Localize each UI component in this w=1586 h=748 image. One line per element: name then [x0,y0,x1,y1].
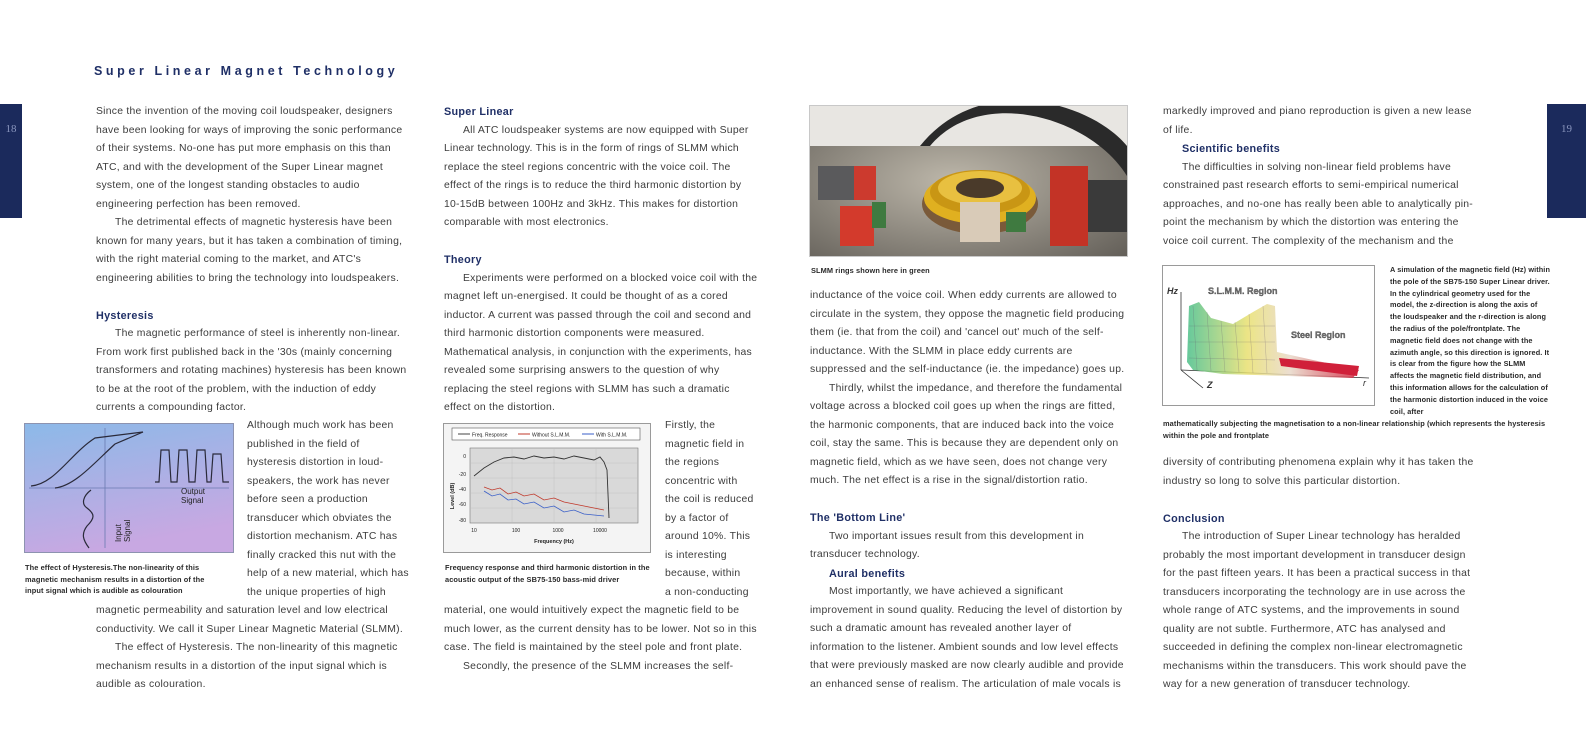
y-axis-label: Level (dB) [450,482,456,510]
paragraph: markedly improved and piano reproduction is given a new lease of life. [1163,106,1472,136]
wrap-line: magnetic field in [665,438,745,450]
page-title: Super Linear Magnet Technology [94,64,399,78]
paragraph: Most importantly, we have achieved a significant improvement in sound quality. Reducing the level of distortion by such a dramatic amount has revealed another layer of information to the listener. Ambient sounds and low level effects that were previously masked are now clearly audible and provide an enhanced sense of realism. The articulation of male vocals is [810,586,1124,690]
y-tick: -20 [458,472,466,478]
column-4-bottom [1163,454,1481,695]
paragraph: Secondly, the presence of the SLMM increases the self- [463,660,734,672]
steel-region-label: Steel Region [1291,330,1346,340]
column-3-body [810,287,1128,694]
wrap-line: because, within [665,568,741,579]
y-tick: -40 [458,487,466,493]
speaker-cutaway-illustration [810,106,1127,256]
legend-without: Without S.L.M.M. [532,432,571,439]
paragraph: magnetic permeability and saturation level and low electrical conductivity. We call it Super Linear Magnetic Material (SLMM). [96,605,403,635]
column-2-bottom [444,602,758,676]
x-axis-label: Frequency (Hz) [534,539,574,545]
heading-theory: Theory [444,254,482,266]
wrap-line: finally cracked this nut with the [247,549,397,561]
output-signal-label-1: Output [181,487,206,496]
heading-scientific-benefits: Scientific benefits [1182,143,1281,155]
wrap-line: transducer which obviates the [247,512,392,524]
paragraph: Thirdly, whilst the impedance, and therefore the fundamental voltage across a blocked coil goes up when the rings are fitted, the harmonic components, that are induced back into the voice coil, stay the same. This is because they are dependent only on magnetic field, which as we have seen, does not change very much. The net effect is a rise in the signal/distortion ratio. [810,382,1123,486]
paragraph: The magnetic performance of steel is inherently non-linear. From work first published back in the '30s (mainly concerning transformers and rotating machines) hysteresis has been known to be at the root of the problem, with the induction of eddy currents a compounding factor. [96,328,407,413]
paragraph: diversity of contributing phenomena explain why it has taken the industry so long to solve this particular distortion. [1163,457,1474,487]
hz-axis-label: Hz [1167,286,1178,296]
wrap-line: published in the field of [247,438,360,450]
heading-super-linear: Super Linear [444,106,514,118]
y-tick: -80 [458,518,466,524]
wrap-line: before seen a production [247,494,368,505]
wrap-line: is interesting [665,549,727,561]
hysteresis-caption: The effect of Hysteresis.The non-linearity of this magnetic mechanism results in a distortion of the input signal which is audible as colouration [25,563,205,595]
column-1-bottom [96,602,410,695]
column-1-top [96,103,408,418]
page-number-left: 18 [5,123,17,135]
paragraph: The effect of Hysteresis. The non-linearity of this magnetic mechanism results in a distortion of the input signal which is audible as colouration. [96,642,398,690]
paragraph: The introduction of Super Linear technology has heralded probably the most important development in transducer design for the past fifteen years. It has been a practical success in that transducers incorporating the technology are in use across the whole range of ATC systems, and the improvements in sound quality are not subtle. Furthermore, ATC has analysed and succeeded in defining the complex non-linear electromagnetic mechanisms within the transducers. This work should pave the way for a new generation of transducer technology. [1163,531,1471,690]
frequency-response-figure [443,423,651,553]
magnetic-field-plot [1163,266,1374,405]
hysteresis-figure [24,423,234,553]
paragraph: material, one would intuitively expect the magnetic field to be much lower, as the current density has to be lower. Not so in this case. The field is maintained by the steel pole and front plate. [444,605,757,653]
legend-freq: Freq. Response [472,432,508,439]
column-2-wrap [665,417,765,602]
wrap-line: the coil is reduced [665,494,754,505]
paragraph: Two important issues result from this development in transducer technology. [810,530,1084,560]
legend-with: With S.L.M.M. [596,432,628,439]
x-tick: 1000 [552,528,564,534]
column-4-top [1163,103,1481,251]
hysteresis-diagram [25,424,233,552]
photo-caption: SLMM rings shown here in green [811,266,930,275]
wrap-line: Although much work has been [247,420,394,431]
wrap-line: the unique properties of high [247,586,386,598]
y-tick: 0 [463,454,466,460]
wrap-line: distortion mechanism. ATC has [247,531,398,542]
heading-hysteresis: Hysteresis [96,309,154,322]
column-1-wrap [247,417,417,602]
paragraph: Since the invention of the moving coil loudspeaker, designers have been looking for ways of improving the sonic performance of their systems. No-one has put more emphasis on this than ATC, and with the development of the Super Linear magnet system, one of the longest standing obstacles to audio engineering perfection has been removed. [96,106,403,210]
y-tick: -60 [458,502,466,508]
paragraph: inductance of the voice coil. When eddy currents are allowed to circulate in the system, they oppose the magnetic field producing them (ie. that from the coil) and 'cancel out' much of the self-inductance. With the SLMM in place eddy currents are suppressed and the self-inductance (ie. the impedance) goes up. [810,290,1125,375]
heading-conclusion: Conclusion [1163,512,1225,525]
page-number-tab-left [0,104,22,218]
output-signal-label-2: Signal [181,496,204,505]
wrap-line: Firstly, the [665,420,716,431]
heading-bottom-line: The 'Bottom Line' [810,512,906,524]
slmm-rings-photo [809,105,1128,257]
x-tick: 100 [511,528,521,534]
wrap-line: speakers, the work has never [247,475,390,487]
simulation-side-caption: A simulation of the magnetic field (Hz) within the pole of the SB75-150 Super Linear driver. In the cylindrical geometry used for the model, the z-direction is along the axis of the loudspeaker and the r-direction is along the radius of the pole/frontplate. The magnetic field does not change with the azimuth angle, so this direction is ignored. It is clear from the figure how the SLMM affects the magnetic field distribution, and this information allows for the calculation of the harmonic distortion induced in the voice coil, after [1390,265,1550,416]
wrap-line: a non-conducting [665,586,749,598]
x-tick: 10000 [593,528,607,534]
paragraph: All ATC loudspeaker systems are now equipped with Super Linear technology. This is in the form of rings of SLMM which replace the steel regions concentric with the voice coil. The effect of the rings is to reduce the third harmonic distortion by 10-15dB between 100Hz and 3kHz. This makes for distortion comparable with most electronics. [444,124,749,228]
wrap-line: concentric with [665,475,738,487]
slmm-region-label: S.L.M.M. Region [1208,286,1278,296]
input-signal-label-1: Input [114,524,123,542]
wrap-line: hysteresis distortion in loud- [247,457,384,468]
page-number-tab-right [1547,104,1586,218]
x-tick: 10 [471,528,477,534]
simulation-bottom-caption: mathematically subjecting the magnetisation to a non-linear relationship (which represents the hysteresis within the pole and frontplate [1163,419,1546,440]
paragraph: The detrimental effects of magnetic hysteresis have been known for many years, but it has taken a combination of timing, with the right material coming to the market, and ATC's engineering abilities to bring the technology into loudspeakers. [96,217,403,284]
column-2-top [444,103,758,418]
paragraph: The difficulties in solving non-linear field problems have constrained past research efforts to semi-empirical numerical approaches, and no-one has really been able to analytically pin-point the mechanism by which the distortion was entering the voice coil current. The complexity of the mechanism and the [1163,161,1474,247]
z-axis-label: Z [1207,380,1213,390]
wrap-line: the regions [665,457,720,468]
paragraph: Experiments were performed on a blocked voice coil with the magnet left un-energised. It could be thought of as a cored inductor. A current was passed through the coil and second and third harmonic distortion components were measured. Mathematical analysis, in conjunction with the experiments, has revealed some surprising answers to the question of why replacing the steel regions with SLMM has such a dramatic effect on the distortion. [444,272,758,413]
r-axis-label: r [1363,378,1366,388]
page-number-right: 19 [1561,123,1572,135]
frequency-response-chart [444,424,650,552]
magnetic-field-simulation-figure [1162,265,1375,406]
input-signal-label-2: Signal [123,519,132,542]
wrap-line: around 10%. This [665,531,751,542]
wrap-line: help of a new material, which has [247,568,409,579]
heading-aural-benefits: Aural benefits [829,567,906,580]
frequency-response-caption: Frequency response and third harmonic distortion in the acoustic output of the SB75-150 bass-mid driver [445,563,650,584]
wrap-line: by a factor of [665,512,729,524]
